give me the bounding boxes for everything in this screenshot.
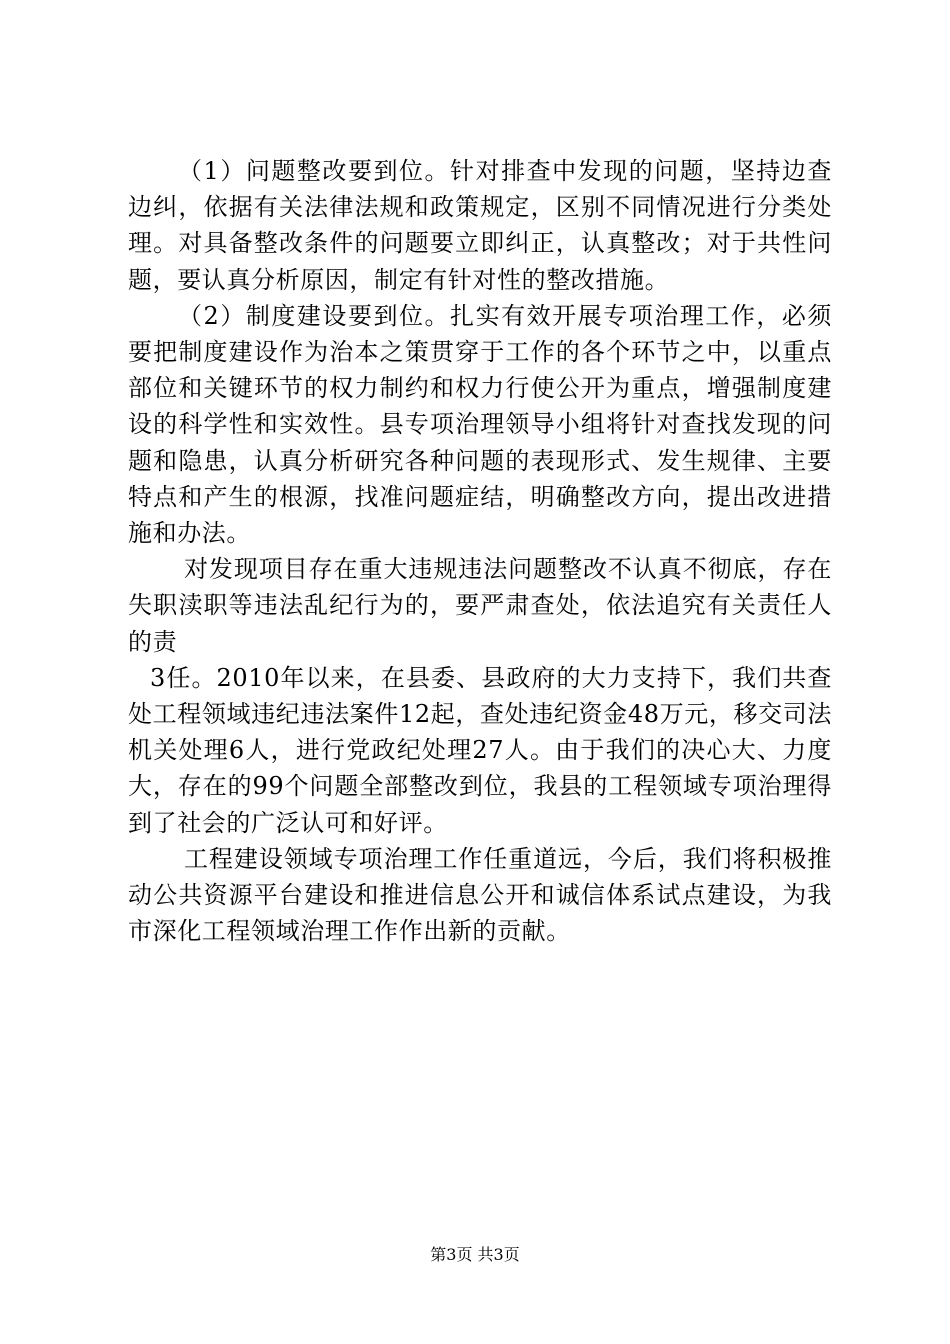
page-footer <box>0 1245 950 1265</box>
page-number-label: 第3页 共3页 <box>430 1245 520 1264</box>
document-body <box>128 153 832 949</box>
paragraph-system-building: （2）制度建设要到位。扎实有效开展专项治理工作，必须要把制度建设作为治本之策贯穿于工作的各个环节之中，以重点部位和关键环节的权力制约和权力行使公开为重点，增强制度建设的科学性和实效性。县专项治理领导小组将针对查找发现的问题和隐患，认真分析研究各种问题的表现形式、发生规律、主要特点和产生的根源，找准问题症结，明确整改方向，提出改进措施和办法。 <box>128 301 832 548</box>
paragraph-accountability: 对发现项目存在重大违规违法问题整改不认真不彻底，存在失职渎职等违法乱纪行为的，要严肃查处，依法追究有关责任人的责 <box>128 555 832 656</box>
paragraph-future-work: 工程建设领域专项治理工作任重道远，今后，我们将积极推动公共资源平台建设和推进信息公开和诚信体系试点建设，为我市深化工程领域治理工作作出新的贡献。 <box>128 844 832 946</box>
paragraph-results-since-2010: 3任。2010年以来，在县委、县政府的大力支持下，我们共查处工程领域违纪违法案件12起，查处违纪资金48万元，移交司法机关处理6人，进行党政纪处理27人。由于我们的决心大、力度大，存在的99个问题全部整改到位，我县的工程领域专项治理得到了社会的广泛认可和好评。 <box>128 663 832 837</box>
paragraph-problem-rectification: （1）问题整改要到位。针对排查中发现的问题，坚持边查边纠，依据有关法律法规和政策规定，区别不同情况进行分类处理。对具备整改条件的问题要立即纠正，认真整改；对于共性问题，要认真分析原因，制定有针对性的整改措施。 <box>128 157 832 294</box>
